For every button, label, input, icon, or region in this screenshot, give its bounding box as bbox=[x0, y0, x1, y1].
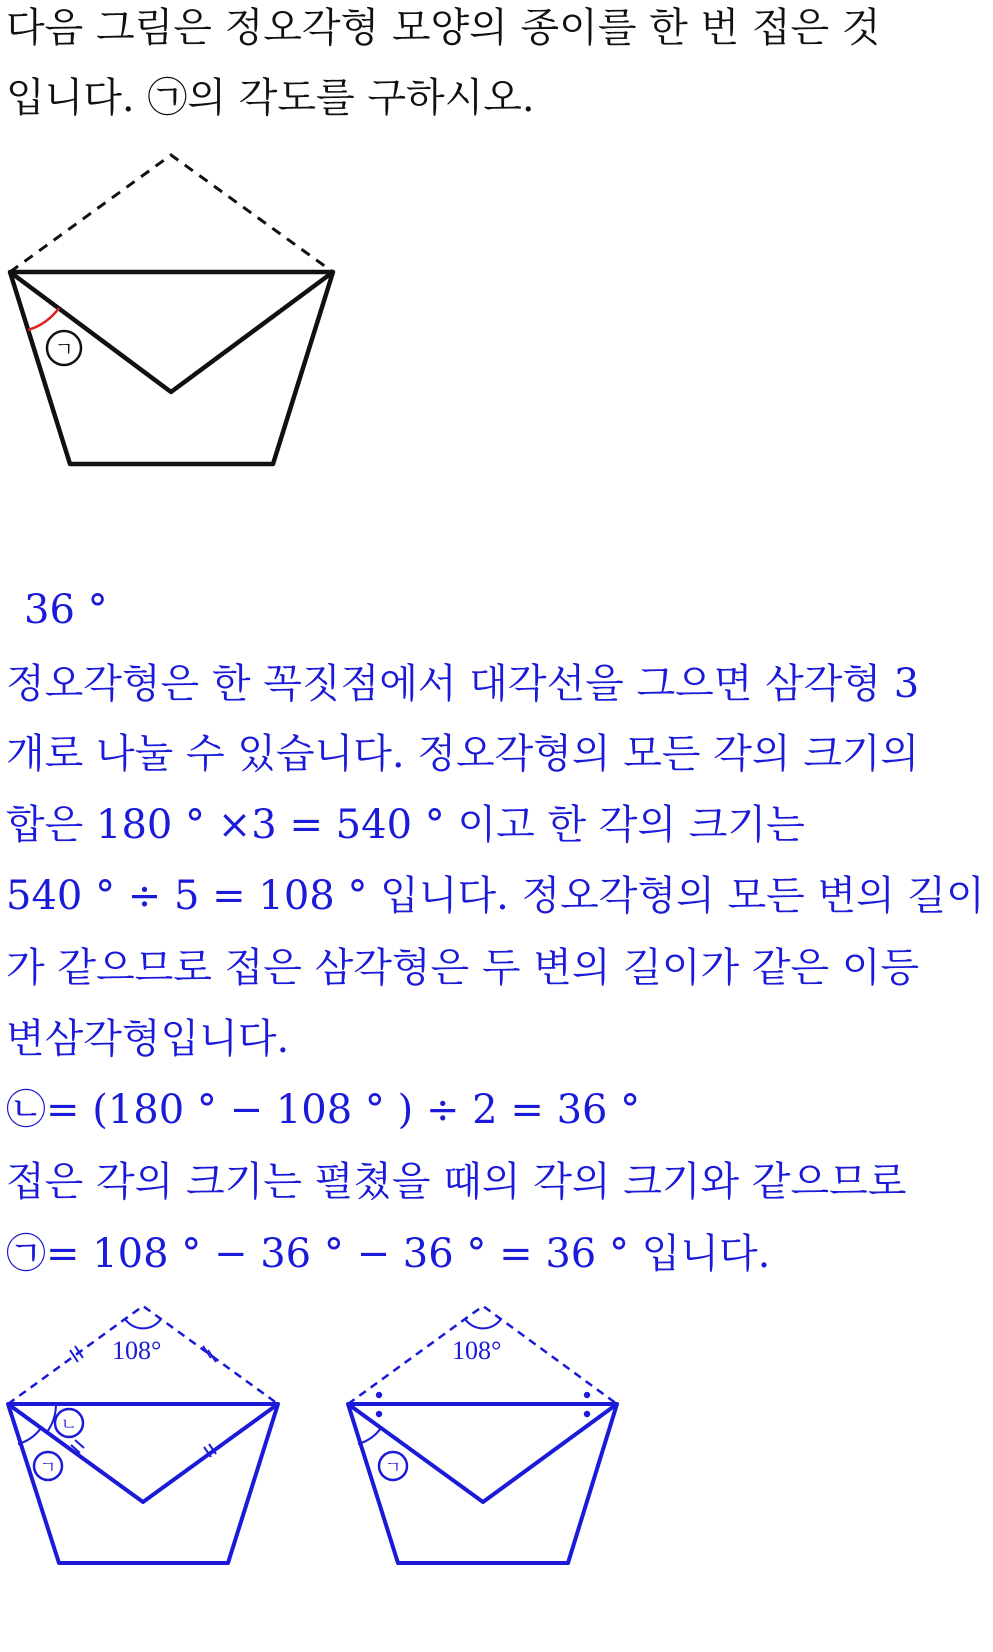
angle-dot bbox=[584, 1411, 590, 1417]
explanation-line-3: 합은 180 ° ×3 = 540 ° 이고 한 각의 크기는 bbox=[6, 802, 805, 848]
answer-value: 36 ° bbox=[24, 587, 108, 633]
left-pentagon-base bbox=[8, 1404, 278, 1563]
right-apex-angle-label: 108° bbox=[452, 1336, 502, 1365]
explanation-line-5: 가 같으므로 접은 삼각형은 두 변의 길이가 같은 이등 bbox=[6, 945, 920, 991]
left-apex-arc bbox=[125, 1319, 161, 1328]
explanation-line-1: 정오각형은 한 꼭짓점에서 대각선을 그으면 삼각형 3 bbox=[6, 661, 920, 707]
right-apex-arc bbox=[465, 1319, 501, 1328]
right-pentagon-base bbox=[348, 1404, 617, 1563]
explanation-line-9: ㉠= 108 ° − 36 ° − 36 ° = 36 ° 입니다. bbox=[6, 1231, 771, 1277]
tick-mark bbox=[75, 1346, 83, 1358]
explanation-line-4: 540 ° ÷ 5 = 108 ° 입니다. 정오각형의 모든 변의 길이 bbox=[6, 873, 985, 919]
angle-dot bbox=[376, 1411, 382, 1417]
explanation-line-7: ㉡= (180 ° − 108 ° ) ÷ 2 = 36 ° bbox=[6, 1087, 641, 1133]
tick-mark bbox=[75, 1440, 84, 1448]
left-label-a: ㄱ bbox=[39, 1458, 57, 1478]
explanation-line-2: 개로 나눌 수 있습니다. 정오각형의 모든 각의 크기의 bbox=[6, 731, 920, 777]
explanation-line-6: 변삼각형입니다. bbox=[6, 1016, 290, 1062]
question-line-1: 다음 그림은 정오각형 모양의 종이를 한 번 접은 것 bbox=[6, 5, 881, 51]
right-label-a: ㄱ bbox=[384, 1458, 402, 1478]
left-label-b: ㄴ bbox=[60, 1415, 78, 1435]
angle-dot bbox=[376, 1392, 382, 1398]
question-line-2: 입니다. ㉠의 각도를 구하시오. bbox=[6, 75, 535, 121]
explanation-line-8: 접은 각의 크기는 펼쳤을 때의 각의 크기와 같으므로 bbox=[6, 1159, 907, 1205]
left-apex-angle-label: 108° bbox=[112, 1336, 162, 1365]
tick-mark bbox=[70, 1350, 78, 1362]
angle-dot bbox=[584, 1392, 590, 1398]
angle-label: ㄱ bbox=[54, 337, 74, 361]
